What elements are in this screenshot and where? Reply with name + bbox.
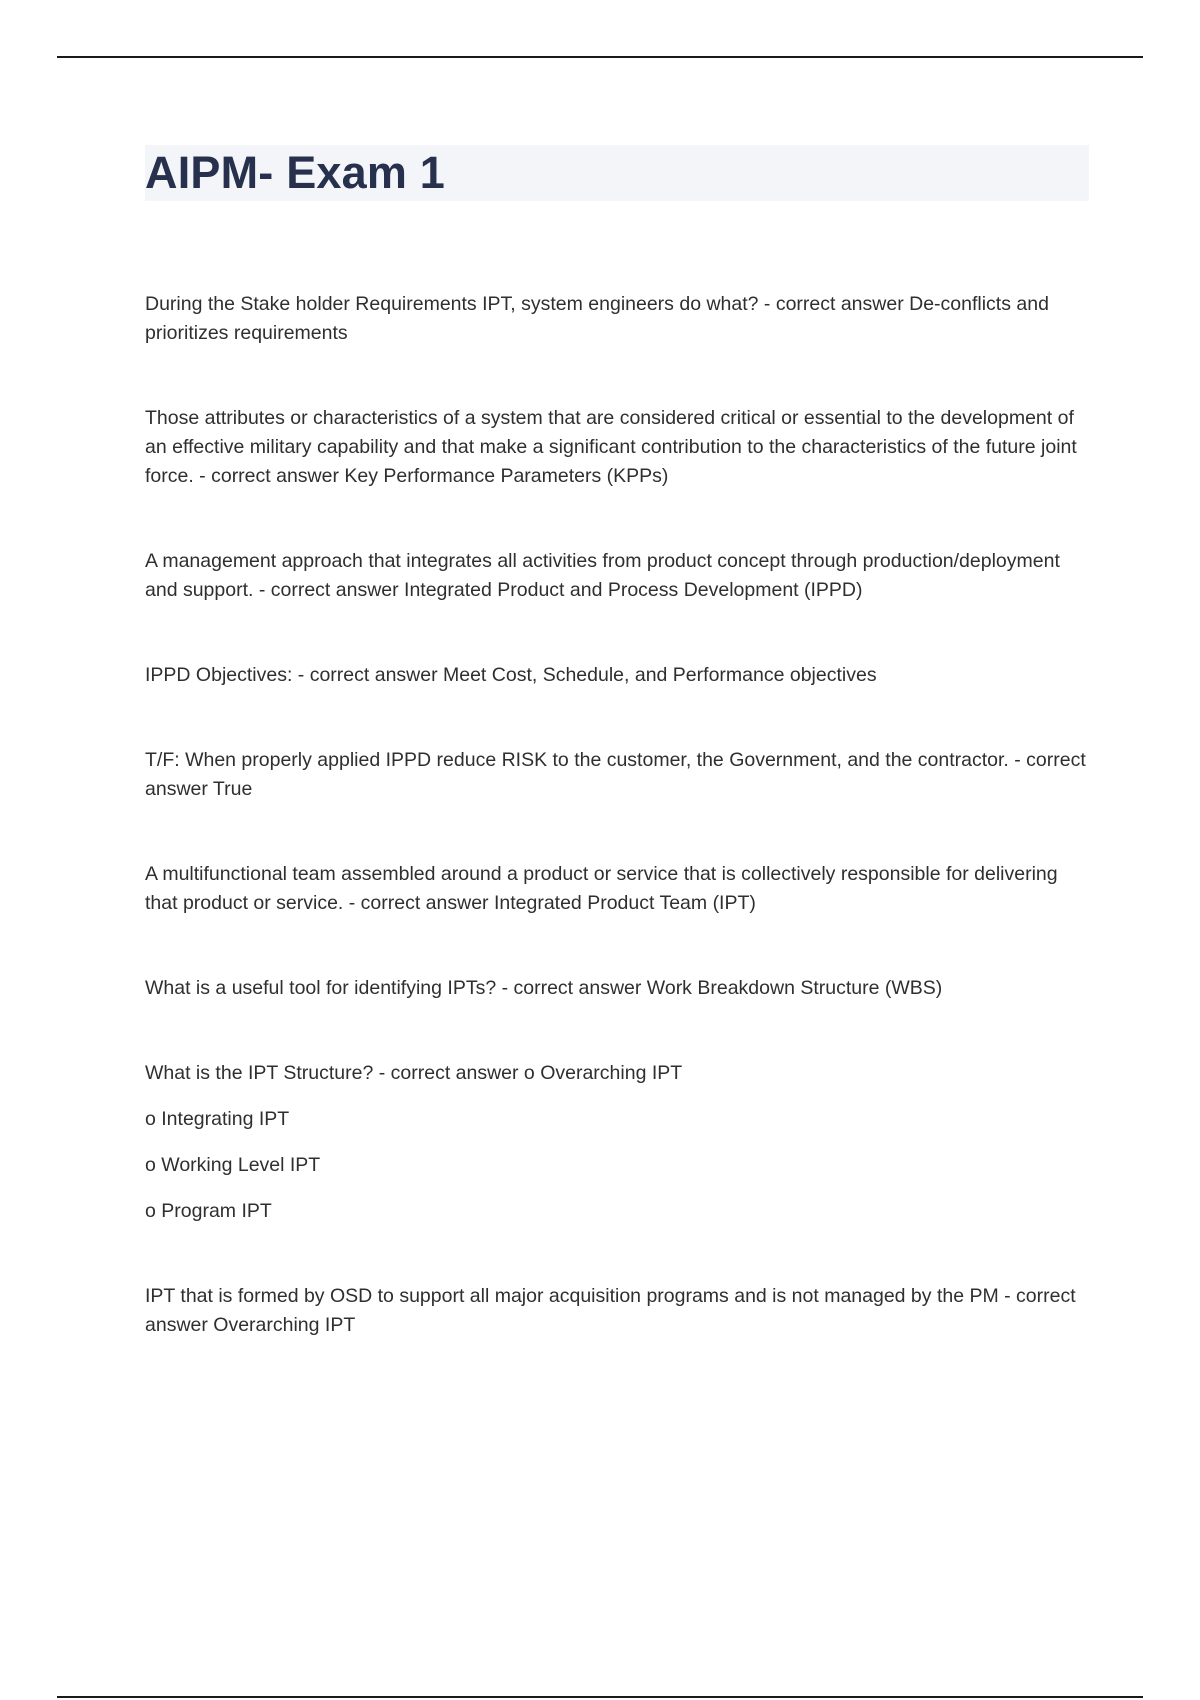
qa-text: During the Stake holder Requirements IPT, system engineers do what? - correct answer De-conflicts and prioritizes requirements bbox=[145, 293, 1049, 344]
qa-text: A management approach that integrates all activities from product concept through production/deployment and support. - correct answer Integrated Product and Process Development (IPPD) bbox=[145, 550, 1060, 601]
page-title: AIPM- Exam 1 bbox=[145, 147, 445, 198]
qa-text: A multifunctional team assembled around a product or service that is collectively responsible for delivering that product or service. - correct answer Integrated Product Team (IPT) bbox=[145, 863, 1058, 914]
qa-item bbox=[145, 1282, 1090, 1340]
qa-item bbox=[145, 290, 1090, 348]
qa-item bbox=[145, 661, 1090, 690]
qa-text: What is the IPT Structure? - correct answer o Overarching IPT bbox=[145, 1062, 683, 1084]
qa-item bbox=[145, 404, 1090, 491]
qa-text: IPT that is formed by OSD to support all major acquisition programs and is not managed by the PM - correct answer Overarching IPT bbox=[145, 1285, 1076, 1336]
footer-rule bbox=[57, 1696, 1143, 1698]
qa-item bbox=[145, 1059, 1090, 1226]
qa-sub-item: o Program IPT bbox=[145, 1200, 272, 1222]
qa-item bbox=[145, 547, 1090, 605]
title-banner bbox=[145, 145, 1089, 201]
qa-text: T/F: When properly applied IPPD reduce RISK to the customer, the Government, and the contractor. - correct answer True bbox=[145, 749, 1086, 800]
qa-text: IPPD Objectives: - correct answer Meet Cost, Schedule, and Performance objectives bbox=[145, 664, 877, 686]
qa-item bbox=[145, 860, 1090, 918]
header-rule bbox=[57, 56, 1143, 58]
qa-text: What is a useful tool for identifying IPTs? - correct answer Work Breakdown Structure (WBS) bbox=[145, 977, 943, 999]
qa-sub-item: o Working Level IPT bbox=[145, 1154, 321, 1176]
qa-text: Those attributes or characteristics of a system that are considered critical or essential to the development of an effective military capability and that make a significant contribution to the characteristics of the future joint force. - correct answer Key Performance Parameters (KPPs) bbox=[145, 407, 1077, 487]
qa-sub-item: o Integrating IPT bbox=[145, 1108, 290, 1130]
qa-list bbox=[145, 290, 1090, 1396]
qa-item bbox=[145, 974, 1090, 1003]
qa-item bbox=[145, 746, 1090, 804]
